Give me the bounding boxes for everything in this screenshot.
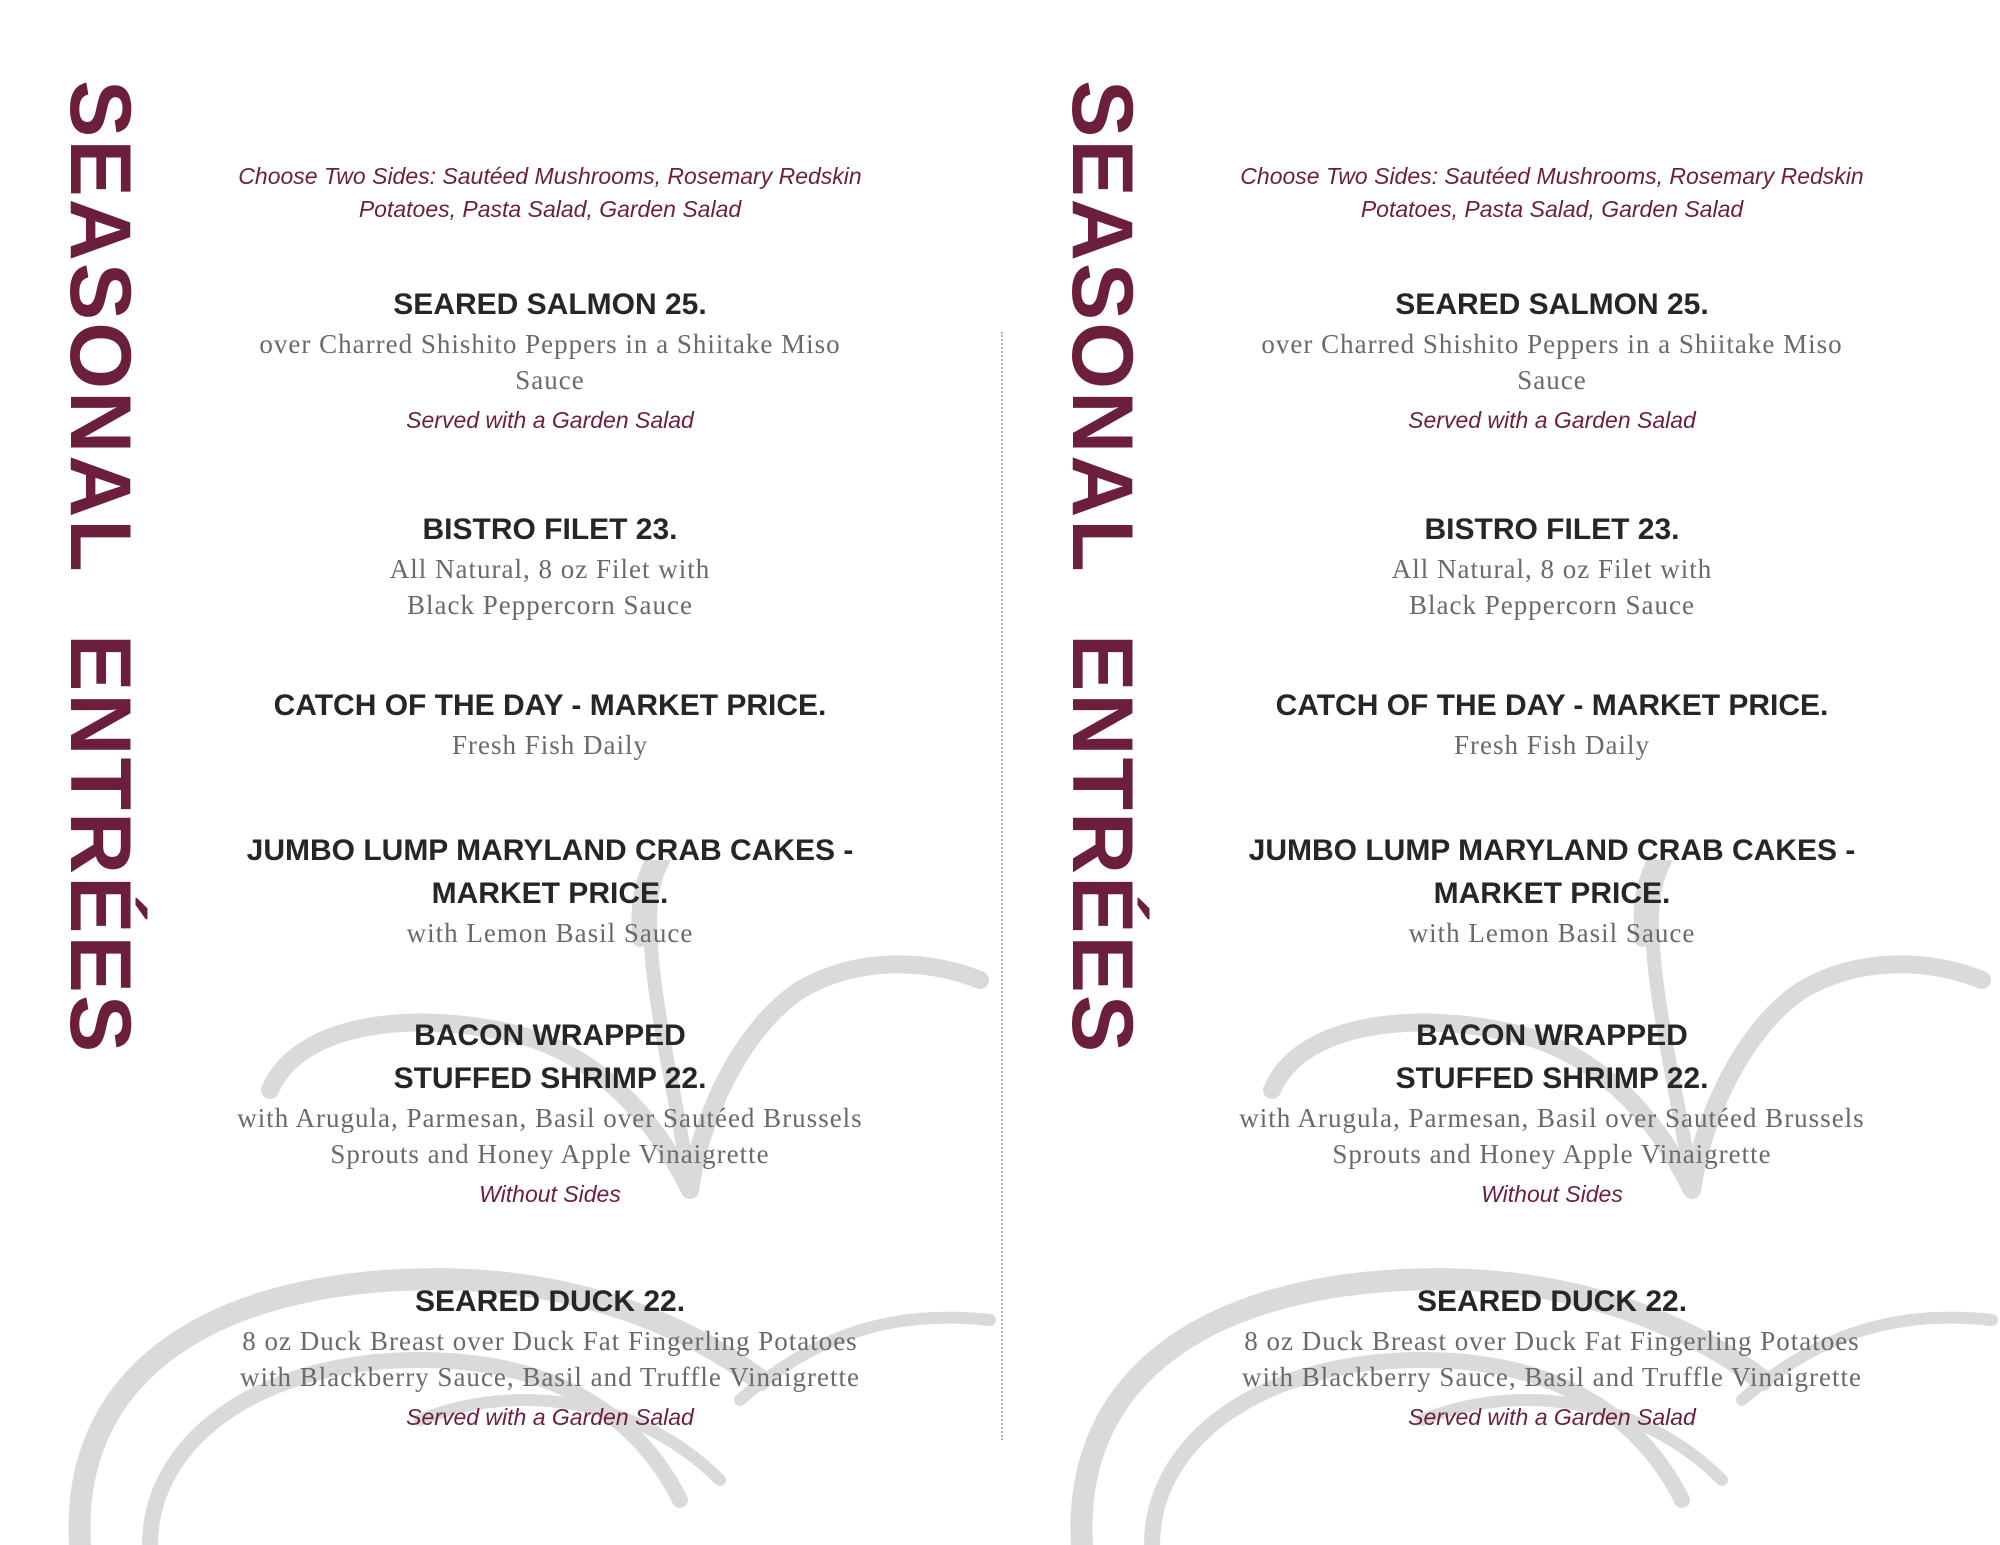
entree-item bbox=[220, 829, 880, 951]
entree-description: 8 oz Duck Breast over Duck Fat Fingerling Potatoes with Blackberry Sauce, Basil and Truffle Vinaigrette bbox=[1241, 1326, 1862, 1392]
entree-item bbox=[220, 684, 880, 763]
entree-note: Served with a Garden Salad bbox=[406, 1404, 694, 1430]
entree-description: with Arugula, Parmesan, Basil over Sautéed Brussels Sprouts and Honey Apple Vinaigrette bbox=[1239, 1103, 1865, 1169]
entree-item bbox=[1222, 283, 1882, 438]
entree-item bbox=[1222, 829, 1882, 951]
vertical-title-word-1: SEASONAL bbox=[1054, 80, 1150, 574]
entree-description: All Natural, 8 oz Filet with Black Peppercorn Sauce bbox=[1391, 554, 1713, 620]
entree-description: with Lemon Basil Sauce bbox=[1408, 918, 1696, 948]
sides-note: Choose Two Sides: Sautéed Mushrooms, Rosemary Redskin Potatoes, Pasta Salad, Garden Salad bbox=[1240, 163, 1864, 222]
menu-panel-right bbox=[1002, 0, 2000, 1545]
entree-item bbox=[220, 1014, 880, 1212]
entree-item bbox=[1222, 508, 1882, 623]
entree-description: with Arugula, Parmesan, Basil over Sautéed Brussels Sprouts and Honey Apple Vinaigrette bbox=[237, 1103, 863, 1169]
entree-name: JUMBO LUMP MARYLAND CRAB CAKES - MARKET PRICE. bbox=[246, 834, 854, 910]
entree-name: JUMBO LUMP MARYLAND CRAB CAKES - MARKET PRICE. bbox=[1248, 834, 1856, 910]
vertical-title bbox=[1054, 80, 1150, 1410]
entree-description: All Natural, 8 oz Filet with Black Peppercorn Sauce bbox=[389, 554, 711, 620]
vertical-title-word-2: ENTRÉES bbox=[1054, 633, 1150, 1055]
entree-description: over Charred Shishito Peppers in a Shiitake Miso Sauce bbox=[1261, 329, 1843, 395]
entree-description: with Lemon Basil Sauce bbox=[406, 918, 694, 948]
entree-note: Served with a Garden Salad bbox=[1408, 407, 1696, 433]
entree-name: SEARED DUCK 22. bbox=[414, 1285, 686, 1318]
entree-note: Served with a Garden Salad bbox=[406, 407, 694, 433]
entree-name: CATCH OF THE DAY - MARKET PRICE. bbox=[1275, 689, 1829, 722]
entree-item bbox=[1222, 1280, 1882, 1435]
entree-description: Fresh Fish Daily bbox=[451, 730, 648, 760]
entree-note: Without Sides bbox=[1481, 1181, 1623, 1207]
entree-item bbox=[1222, 684, 1882, 763]
entree-name: BACON WRAPPED STUFFED SHRIMP 22. bbox=[1395, 1019, 1709, 1095]
entree-note: Without Sides bbox=[479, 1181, 621, 1207]
vertical-title bbox=[52, 80, 148, 1410]
entree-name: SEARED SALMON 25. bbox=[1395, 288, 1709, 321]
entree-name: SEARED SALMON 25. bbox=[393, 288, 707, 321]
vertical-title-word-2: ENTRÉES bbox=[52, 633, 148, 1055]
entree-description: Fresh Fish Daily bbox=[1453, 730, 1650, 760]
entree-name: SEARED DUCK 22. bbox=[1416, 1285, 1688, 1318]
entree-item bbox=[220, 508, 880, 623]
entree-item bbox=[220, 1280, 880, 1435]
sides-note: Choose Two Sides: Sautéed Mushrooms, Rosemary Redskin Potatoes, Pasta Salad, Garden Salad bbox=[238, 163, 862, 222]
entree-name: CATCH OF THE DAY - MARKET PRICE. bbox=[273, 689, 827, 722]
entree-item bbox=[1222, 1014, 1882, 1212]
entree-name: BISTRO FILET 23. bbox=[422, 513, 678, 546]
vertical-title-word-1: SEASONAL bbox=[52, 80, 148, 574]
entree-name: BACON WRAPPED STUFFED SHRIMP 22. bbox=[393, 1019, 707, 1095]
entree-description: over Charred Shishito Peppers in a Shiitake Miso Sauce bbox=[259, 329, 841, 395]
entree-name: BISTRO FILET 23. bbox=[1424, 513, 1680, 546]
entree-note: Served with a Garden Salad bbox=[1408, 1404, 1696, 1430]
entree-item bbox=[220, 283, 880, 438]
entree-description: 8 oz Duck Breast over Duck Fat Fingerling Potatoes with Blackberry Sauce, Basil and Truffle Vinaigrette bbox=[239, 1326, 860, 1392]
